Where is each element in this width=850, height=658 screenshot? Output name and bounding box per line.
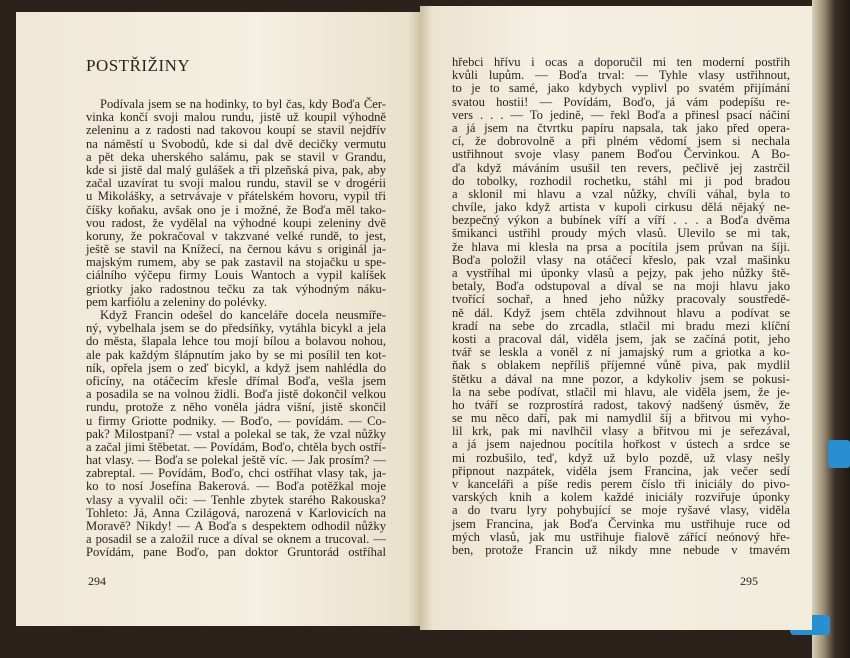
text-line: to je to samé, jako kdybych vyplivl po svatém přijímání [452,81,790,96]
page-number-left: 294 [88,574,106,588]
text-line: ný, vybelhala jsem se do předsíňky, vytáhla bicykl a jela [86,321,386,336]
text-line: chvíle, jako když artista v kupoli cirkusu dělá nějaký ne- [452,200,790,215]
text-line: Podívala jsem se na hodinky, to byl čas, kdy Boďa Čer- [100,97,386,111]
text-line: a vystříhal mi úponky vlasů a pejzy, pak jeho nůžky ště- [452,266,790,280]
text-line: šmikanci ustřihl proudy mých vlasů. Ulevilo se mi tak, [452,226,790,241]
text-line: ňak s oblakem nepříliš příjemné vůně piva, pak mydlil [452,358,790,373]
text-line: do města, šlapala lehce tou mojí bílou a bolavou nohou, [86,334,386,349]
text-line: ďa když máváním usušil ten revers, pečlivě jej zastrčil [452,160,790,175]
text-line: se mu něco daří, pak mi namydlil šíj a břitvou mi vyho- [452,411,790,426]
text-line: zabreptal. — Povídám, Boďo, chci ostříhat vlasy tak, ja- [86,466,386,481]
text-line: Boďa položil vlasy na otáčecí křeslo, pak vzal mašinku [452,252,790,267]
text-line: lil krk, pak mi navlhčil vlasy a břitvou mi je seřezával, [452,424,790,439]
right-page-text [452,56,790,557]
text-line: rundu, protože z něho voněla jádra višní, jistě skončil [86,400,386,415]
text-line: číšky koňaku, avšak ono je i možné, že Boďa měl tako- [86,202,386,217]
text-line: a já jsem na čtvrtku papíru napsala, tak jako před opera- [452,120,790,135]
text-line: vers . . . — To jedině, — řekl Boďa a přinesl psací náčiní [452,107,790,122]
text-line: oficíny, na otáčecím křesle dřímal Boďa, vešla jsem [86,373,386,388]
text-line: hat vlasy. — Boďa se polekal ještě víc. — Jak prosím? — [86,453,386,468]
text-line: u Mikolášky, a setrvávaje v přátelském hovoru, vypil tři [86,189,386,204]
text-line: u firmy Griotte podniky. — Boďo, — povídám. — Co- [86,413,386,428]
text-line: cí, že dobrovolně a při plném vědomí jsem si nechala [452,134,790,149]
text-line: griotky jako radostnou tečku za tak výhodným náku- [86,281,386,296]
text-line: štětku a dával na mne pozor, a kdykoliv jsem se pokusi- [452,371,790,386]
text-line: pak? Milostpaní? — vstal a polekal se tak, že vzal nůžky [86,426,386,441]
text-line: a sklonil mi hlavu a vzal nůžky, chvíli váhal, byla to [452,186,790,201]
text-line: pem karfiólu a zeleniny do polévky. [86,294,268,309]
text-line: varských knih a kolem každé iniciály rozviřuje úponky [452,490,790,505]
text-line: ho tváří se rozprostírá radost, takový nadšený úsměv, že [452,397,790,412]
text-line: ciálního výčepu firmy Louis Wantoch a vypil kalíšek [86,268,386,283]
text-line: la na sebe podívat, stlačil mi hlavu, ale viděla jsem, že je- [452,384,790,399]
text-line: majským rumem, aby se pak zastavil na stojačku u spe- [86,255,386,270]
text-line: a posadila se na volnou židli. Boďa jistě dokončil velkou [86,387,386,402]
text-line: mi rozbušilo, teď, když už bylo pozdě, už vlasy nešly [452,450,790,465]
text-line: koruny, že pokračoval v takzvané velké rundě, to jest, [86,228,386,243]
text-line: připnout nazpátek, viděla jsem Francina, jak večer sedí [452,463,790,478]
text-line: vou radost, že vydělal na výhodné koupi zeleniny dvě [86,215,386,230]
text-line: jsem Francina, jak Boďa Červinka mu ustřihuje ruce od [452,516,790,531]
left-page-text [86,98,386,560]
text-line: mých vlasů, jak mu ustřihuje fialově zářící neónový hře- [452,529,790,544]
text-line: vinka končí svoji malou rundu, jistě už koupil výhodně [86,110,386,125]
text-line: Povídám, pane Boďo, pan doktor Gruntorád ostříhal [86,545,386,560]
text-line: zeleninu a z radosti nad takovou koupí se stavil nejdřív [86,123,386,138]
text-line: a do tvaru lyry pohybující se moje ryšavé vlasy, viděla [452,503,790,518]
text-line: a posadil se a založil ruce a díval se oknem a trucoval. — [86,532,386,547]
text-line: kradí na sebe do zrcadla, stlačil mi bradu mezi klíční [452,318,790,333]
text-line: Moravě? Nikdy! — A Boďa s despektem odhodil nůžky [86,519,386,533]
text-line: a pět deka uherského salámu, pak se stavil v Grandu, [86,149,386,164]
text-line: ustřihnout svoje vlasy panem Boďou Červinkou. A Bo- [452,147,790,162]
page-number-right: 295 [740,574,758,588]
text-line: betaly, Boďa odstupoval a díval se na moji hlavu jako [452,279,790,294]
text-line: ale pak každým šlápnutím jako by se mi posílil ten kot- [86,347,386,362]
book-edge [812,0,850,658]
text-line: kosti a pracoval dál, viděla jsem, jak se začíná potit, jeho [452,331,790,346]
text-line: že hlava mi klesla na prsa a pocítila jsem průvan na šíji. [452,239,790,254]
text-line: v kanceláři a píše redis perem číslo tři iniciály do pivo- [452,477,790,491]
text-line: bezpečný výkon a bubínek víří a víří . . . a Boďa dvěma [452,213,790,228]
text-line: tvořící sochař, a hned jeho nůžky pracovaly soustředě- [452,292,790,307]
text-line: ně dál. Když jsem chtěla zdvihnout hlavu a podívat se [452,305,790,320]
text-line: do tobolky, rozhodil rochetku, stáhl mi ji pod bradou [452,173,790,188]
text-line: a já jsem najednou pocítila hořkost v ústech a srdce se [452,437,790,452]
text-line: vlasy a vyvalil oči: — Tenhle zbytek starého Rakouska? [86,492,386,507]
text-line: svatou hostii! — Povídám, Boďo, já vám podepíšu re- [452,94,790,109]
text-line: Když Francin odešel do kanceláře docela neusmíře- [100,308,386,322]
text-line: ko to nosí Josefína Bakerová. — Boďa potěžkal moje [86,479,386,494]
text-line: Tohleto: Já, Anna Czilágová, narozená v Karlovicích na [86,505,386,520]
text-line: začal uzavírat tu svoji malou rundu, stavil se v drogérii [86,176,386,191]
text-line: tvář se leskla a voněl z ní jamajský rum a griotka a ko- [452,345,790,360]
bookmark-tab [828,440,850,468]
text-line: hřebci hřívu i ocas a doporučil mi ten moderní postřih [452,55,790,69]
text-line: ještě se stavil na Knížecí, na černou kávu s originál ja- [86,242,386,257]
text-line: ník, opřela jsem o zeď bicykl, a když jsem nahlédla do [86,360,386,375]
chapter-title: POSTŘIŽINY [86,56,191,75]
text-line: kde si jistě dal malý gulášek a tři plzeňská piva, pak, aby [86,162,386,177]
text-line: a začal jimi štěbetat. — Povídám, Boďo, chtěla bych ostří- [86,439,386,454]
text-line: ben, protože Francin už nikdy mne nebude v tmavém [452,542,790,557]
text-line: kvůli lupům. — Boďa trval: — Tyhle vlasy ustřihnout, [452,68,790,83]
text-line: na náměstí u Svobodů, kde si dal dvě decičky vermutu [86,136,386,151]
